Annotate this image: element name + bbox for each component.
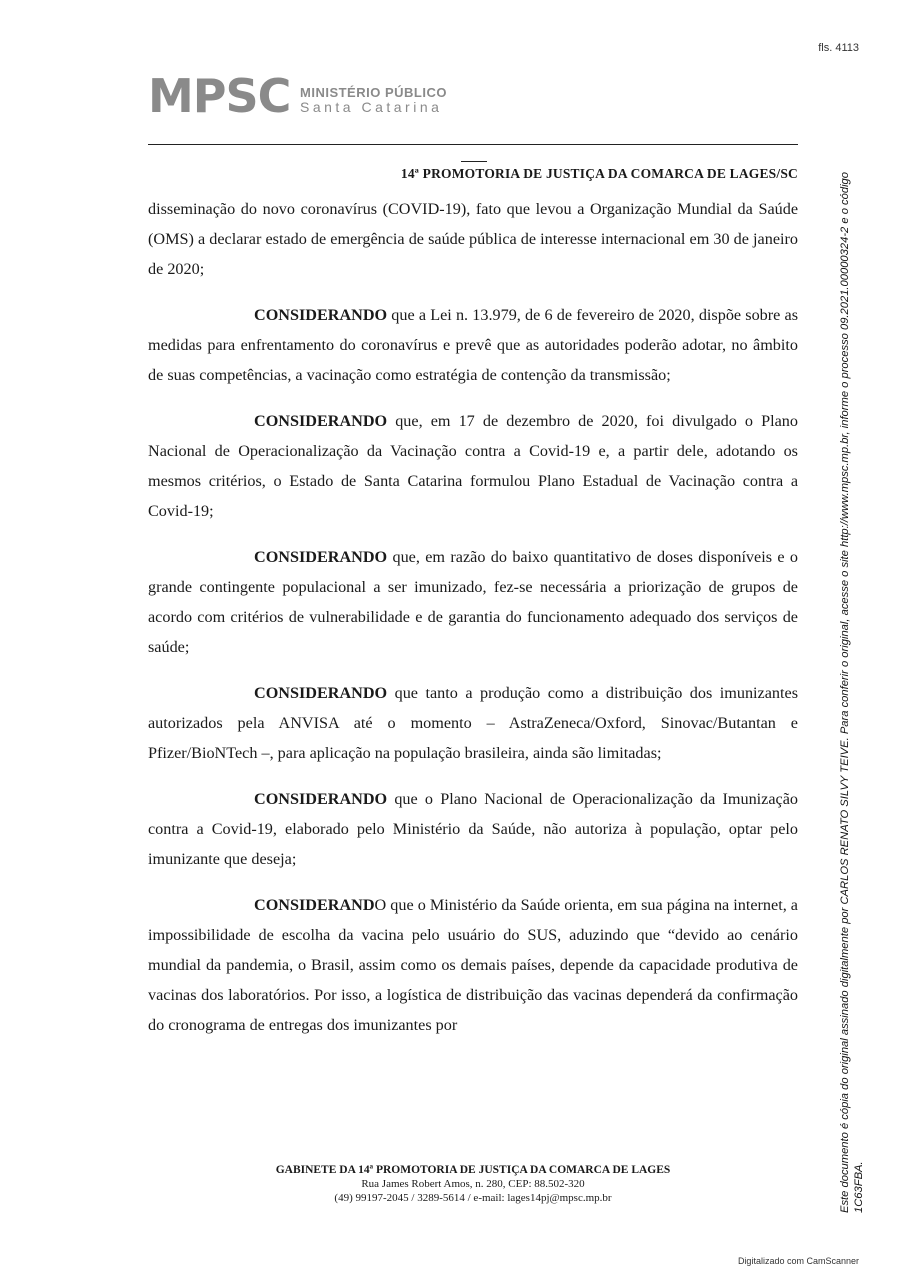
considerando-lead: CONSIDERANDO xyxy=(254,412,388,430)
mpsc-logo xyxy=(148,69,448,123)
document-body xyxy=(148,194,798,1056)
considerando-lead: CONSIDERANDO xyxy=(254,306,388,324)
paragraph-text: que, em 17 de dezembro de 2020, foi divulgado o Plano Nacional de Operacionalização da Vacinação contra a Covid-19 e, a partir dele, adotando os mesmos critérios, o Estado de Santa Catarina formulou Plano Estadual de Vacinação contra a Covid-19; xyxy=(148,412,798,520)
logo-mark: MPSC xyxy=(148,69,291,123)
authenticity-note: Este documento é cópia do original assinado digitalmente por CARLOS RENATO SILVY TEIVE. Para conferir o original, acesse o site http://www.mpsc.mp.br, informe o processo 09.2021.00000324-2 e o código 1C63FBA. xyxy=(839,172,865,1213)
paragraph-2 xyxy=(148,406,798,526)
header-rule-small xyxy=(461,161,487,162)
page-number: fls. 4113 xyxy=(818,42,859,54)
considerando-lead: CONSIDERANDO xyxy=(254,790,388,808)
considerando-lead: CONSIDERAND xyxy=(254,896,375,914)
page-footer xyxy=(148,1163,798,1205)
paragraph-0 xyxy=(148,194,798,284)
footer-address: Rua James Robert Amos, n. 280, CEP: 88.502-320 xyxy=(361,1178,585,1190)
footer-office: GABINETE DA 14ª PROMOTORIA DE JUSTIÇA DA COMARCA DE LAGES xyxy=(275,1164,671,1176)
paragraph-text: que, em razão do baixo quantitativo de doses disponíveis e o grande contingente populacional a ser imunizado, fez-se necessária a priorização de grupos de acordo com critérios de vulnerabilidade e de garantia do funcionamento adequado dos serviços de saúde; xyxy=(148,548,798,656)
paragraph-text: que o Plano Nacional de Operacionalização da Imunização contra a Covid-19, elaborado pelo Ministério da Saúde, não autoriza à população, optar pelo imunizante que deseja; xyxy=(148,790,798,868)
paragraph-5 xyxy=(148,784,798,874)
footer-contact: (49) 99197-2045 / 3289-5614 / e-mail: lages14pj@mpsc.mp.br xyxy=(334,1192,612,1204)
header-rule xyxy=(148,144,798,145)
paragraph-4 xyxy=(148,678,798,768)
scanner-watermark: Digitalizado com CamScanner xyxy=(737,1256,859,1266)
paragraph-text: disseminação do novo coronavírus (COVID-19), fato que levou a Organização Mundial da Saúde (OMS) a declarar estado de emergência de saúde pública de interesse internacional em 30 de janeiro de 2020; xyxy=(148,200,798,278)
logo-text xyxy=(300,86,447,114)
paragraph-text: que a Lei n. 13.979, de 6 de fevereiro de 2020, dispõe sobre as medidas para enfrentamento do coronavírus e prevê que as autoridades poderão adotar, no âmbito de suas competências, a vacinação como estratégia de contenção da transmissão; xyxy=(148,306,798,384)
paragraph-3 xyxy=(148,542,798,662)
considerando-lead: CONSIDERANDO xyxy=(254,548,388,566)
office-title: 14ª PROMOTORIA DE JUSTIÇA DA COMARCA DE LAGES/SC xyxy=(400,166,798,181)
paragraph-1 xyxy=(148,300,798,390)
logo-line-2: Santa Catarina xyxy=(300,99,443,115)
paragraph-6 xyxy=(148,890,798,1040)
logo-line-1: MINISTÉRIO PÚBLICO xyxy=(300,85,447,100)
considerando-lead: CONSIDERANDO xyxy=(254,684,388,702)
paragraph-text: O que o Ministério da Saúde orienta, em sua página na internet, a impossibilidade de escolha da vacina pelo usuário do SUS, aduzindo que “devido ao cenário mundial da pandemia, o Brasil, assim como os demais países, depende da capacidade produtiva de vacinas dos laboratórios. Por isso, a logística de distribuição das vacinas dependerá da confirmação do cronograma de entregas dos imunizantes por xyxy=(148,896,798,1034)
paragraph-text: que tanto a produção como a distribuição dos imunizantes autorizados pela ANVISA até o momento – AstraZeneca/Oxford, Sinovac/Butantan e Pfizer/BioNTech –, para aplicação na população brasileira, ainda são limitadas; xyxy=(148,684,798,762)
